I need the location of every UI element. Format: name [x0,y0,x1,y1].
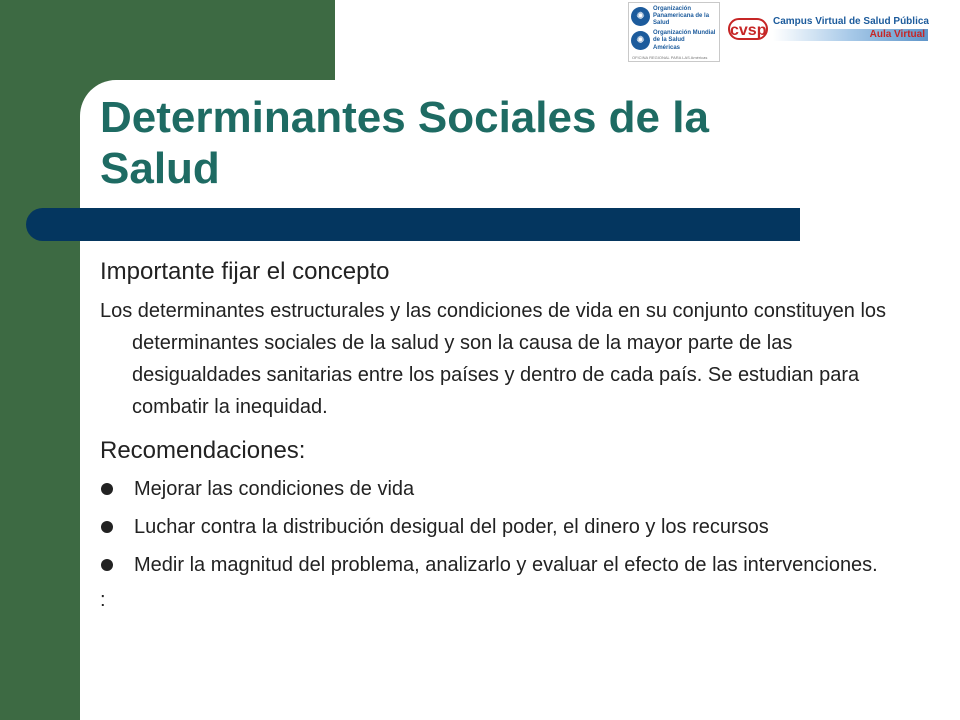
slide-title: Determinantes Sociales de la Salud [100,93,709,193]
recommendations-heading: Recomendaciones: [100,437,306,464]
bullet-icon [101,521,113,533]
bullet-icon [101,559,113,571]
list-item [100,549,910,581]
globe-icon: ✺ [631,31,650,50]
list-item-text: Mejorar las condiciones de vida [134,478,415,500]
header-logos [628,2,938,60]
list-item-text: Luchar contra la distribución desigual del poder, el dinero y los recursos [134,516,769,538]
paho-name: Organización Panamericana de la Salud [653,6,710,26]
campus-subtitle: Aula Virtual [773,29,928,41]
slide-body [100,256,910,615]
paho-footer: OFICINA REGIONAL PARA LAS Américas [632,55,708,60]
campus-virtual-logo [728,15,933,43]
list-item [100,511,910,543]
title-underline-bar [26,208,800,241]
concept-paragraph: Los determinantes estructurales y las condiciones de vida en su conjunto constituyen los determinantes sociales de la salud y son la causa de la mayor parte de las desigualdades sanitarias entre los países y dentro de cada país. Se estudian para combatir la inequidad. [100,300,887,418]
campus-title: Campus Virtual de Salud Pública [773,16,929,27]
paho-logo [628,2,720,62]
list-item-text: Medir la magnitud del problema, analizarlo y evaluar el efecto de las intervenciones. [134,554,878,576]
region-label: Américas [653,45,681,51]
trailing-colon: : [100,589,106,611]
recommendations-list [100,473,910,581]
bullet-icon [101,483,113,495]
who-name: Organización Mundial de la Salud [653,30,716,43]
section-heading: Importante fijar el concepto [100,258,390,285]
campus-emblem-icon: cvsp [728,18,768,40]
globe-icon: ✺ [631,7,650,26]
list-item [100,473,910,505]
